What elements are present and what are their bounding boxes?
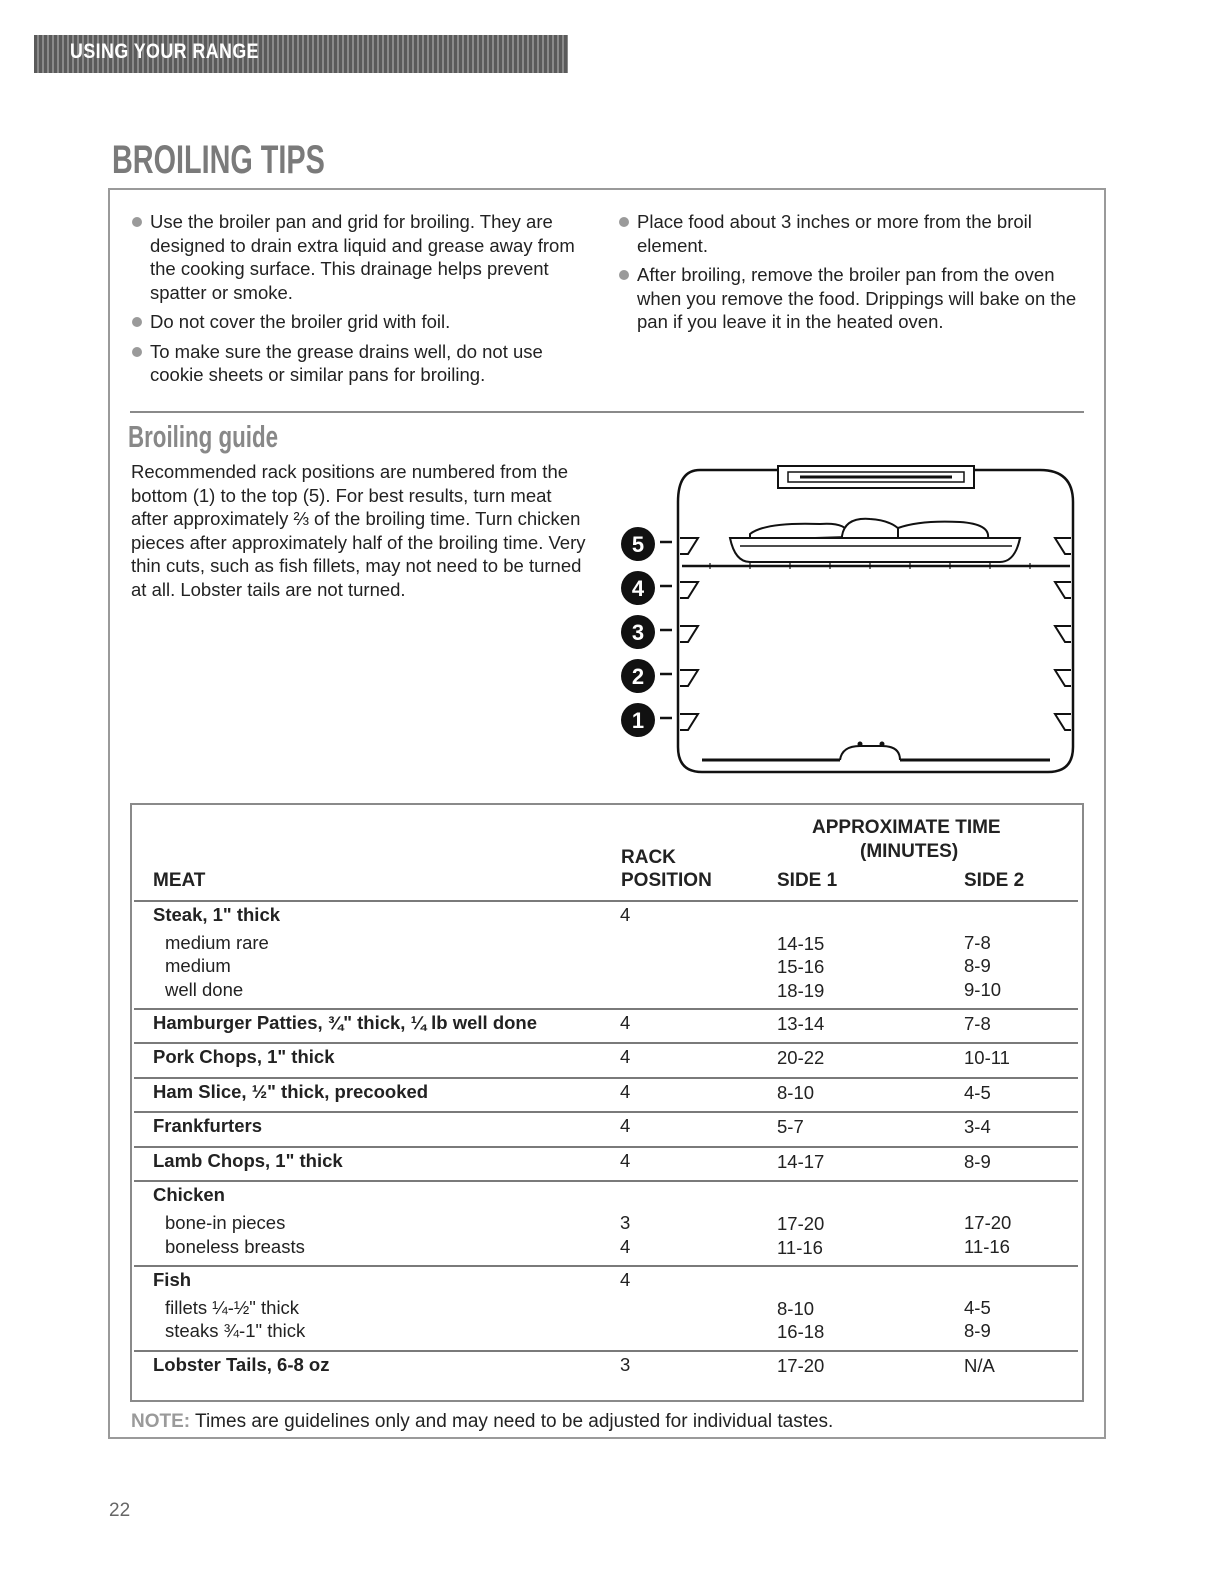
side1-time: 5-7 <box>777 1116 804 1138</box>
table-row-divider <box>134 1146 1078 1148</box>
rack-position: 4 <box>620 1080 631 1102</box>
side1-header: SIDE 1 <box>777 870 838 891</box>
rack-number-5: 5 <box>631 532 645 557</box>
side1-time: 20-22 <box>777 1047 825 1069</box>
bullet-icon <box>132 217 142 227</box>
rack-position: 4 <box>620 1269 631 1290</box>
tip-text: After broiling, remove the broiler pan from the oven when you remove the food. Drippings will bake on the pan if you leave it in the heated oven. <box>637 264 1077 332</box>
side1-time: 11-16 <box>777 1236 823 1258</box>
table-row-divider <box>134 1265 1078 1267</box>
page-title: BROILING TIPS <box>112 138 325 182</box>
rack-number-3: 3 <box>631 620 645 645</box>
side2-time: 9-10 <box>964 978 1002 1000</box>
side2-time: 10-11 <box>964 1047 1010 1069</box>
page-number: 22 <box>109 1500 131 1521</box>
side2-header: SIDE 2 <box>964 870 1025 891</box>
side1-time: 8-10 <box>777 1081 815 1103</box>
side2-time: 3-4 <box>964 1116 991 1138</box>
rack-position: 4 <box>620 1115 631 1137</box>
side1-time: 14-17 <box>777 1150 825 1172</box>
side2-time: 4-5 <box>964 1297 991 1318</box>
meat-subitem: bone-in pieces <box>165 1212 286 1234</box>
note-label: NOTE: <box>131 1411 191 1432</box>
side2-time: 11-16 <box>964 1235 1010 1257</box>
side1-time: 15-16 <box>777 956 825 978</box>
rack-number-4: 4 <box>631 576 645 601</box>
rack-number-1: 1 <box>631 708 645 733</box>
tip-text: Place food about 3 inches or more from the broil element. <box>637 211 1032 256</box>
meat-name: Frankfurters <box>153 1115 262 1137</box>
tip-item <box>130 210 600 304</box>
meat-name: Hamburger Patties, ¾" thick, ¼ lb well done <box>153 1011 538 1033</box>
bullet-icon <box>619 217 629 227</box>
meat-name: Fish <box>153 1269 192 1290</box>
side2-time: 17-20 <box>964 1212 1012 1234</box>
rack-position: 4 <box>620 1011 631 1033</box>
tip-text: Use the broiler pan and grid for broiling. They are designed to drain extra liquid and grease away from the cooking surface. This drainage helps prevent spatter or smoke. <box>150 211 575 303</box>
section-banner <box>34 35 568 73</box>
tip-item <box>130 340 600 387</box>
meat-subitem: medium rare <box>165 932 269 953</box>
note-text: Times are guidelines only and may need to be adjusted for individual tastes. <box>195 1411 834 1432</box>
position-header: POSITION <box>621 870 712 891</box>
meat-name: Lamb Chops, 1" thick <box>153 1149 343 1171</box>
tip-text: Do not cover the broiler grid with foil. <box>150 311 451 332</box>
oven-cavity-outline <box>678 470 1073 772</box>
side1-time: 18-19 <box>777 979 825 1001</box>
table-row-divider <box>134 1008 1078 1010</box>
meat-subitem: steaks ¾-1" thick <box>165 1320 306 1342</box>
side1-time: 16-18 <box>777 1321 825 1343</box>
table-row-divider <box>134 1042 1078 1044</box>
rack-header: RACK <box>621 847 676 868</box>
side2-time: 8-9 <box>964 955 991 977</box>
table-row-divider <box>134 1180 1078 1182</box>
side2-time: 4-5 <box>964 1081 991 1103</box>
side1-time: 17-20 <box>777 1354 825 1376</box>
oven-rack-diagram <box>590 462 1090 782</box>
note <box>131 1411 833 1433</box>
meat-subitem: fillets ¼-½" thick <box>165 1297 300 1318</box>
side2-time: 8-9 <box>964 1150 991 1172</box>
rack-position: 3 <box>620 1353 631 1375</box>
broiling-guide-heading: Broiling guide <box>128 419 279 454</box>
rack-position: 3 <box>620 1212 631 1234</box>
meat-name: Lobster Tails, 6-8 oz <box>153 1353 330 1375</box>
meat-subitem: boneless breasts <box>165 1235 305 1257</box>
table-row-divider <box>134 900 1078 902</box>
meat-header: MEAT <box>153 870 206 891</box>
rack-position: 4 <box>620 904 631 925</box>
broiler-pan <box>730 538 1020 562</box>
bullet-icon <box>132 317 142 327</box>
rack-position: 4 <box>620 1149 631 1171</box>
side1-time: 8-10 <box>777 1298 815 1319</box>
tips-left-column <box>130 210 600 393</box>
tip-text: To make sure the grease drains well, do not use cookie sheets or similar pans for broiling. <box>150 340 543 385</box>
side2-time: N/A <box>964 1354 995 1376</box>
table-row-divider <box>134 1077 1078 1079</box>
meat-name: Steak, 1" thick <box>153 904 281 925</box>
food-on-pan <box>750 519 988 540</box>
meat-name: Ham Slice, ½" thick, precooked <box>153 1080 429 1102</box>
side2-time: 8-9 <box>964 1320 991 1342</box>
bake-element <box>702 742 1050 761</box>
section-divider <box>130 411 1084 413</box>
tips-right-column <box>617 210 1087 340</box>
meat-name: Pork Chops, 1" thick <box>153 1046 335 1068</box>
rack-position: 4 <box>620 1046 631 1068</box>
approx-time-header: APPROXIMATE TIME <box>812 817 1001 838</box>
meat-subitem: well done <box>165 978 244 1000</box>
rack-number-badges <box>621 527 655 737</box>
bullet-icon <box>132 347 142 357</box>
broiling-guide-text: Recommended rack positions are numbered from the bottom (1) to the top (5). For best results, turn meat after approximately ⅔ of the broiling time. Turn chicken pieces after approximately half of the broiling time. Very thin cuts, such as fish fillets, may not need to be turned at all. Lobster tails are not turned. <box>131 461 586 600</box>
side2-time: 7-8 <box>964 932 991 953</box>
rack-number-2: 2 <box>631 664 645 689</box>
side1-time: 14-15 <box>777 933 825 954</box>
meat-name: Chicken <box>153 1184 225 1206</box>
rack-position: 4 <box>620 1235 631 1257</box>
tip-item <box>617 210 1087 257</box>
table-row-divider <box>134 1350 1078 1352</box>
bullet-icon <box>619 270 629 280</box>
side1-time: 17-20 <box>777 1213 825 1235</box>
section-label: USING YOUR RANGE <box>70 40 259 63</box>
tip-item <box>130 310 600 334</box>
side1-time: 13-14 <box>777 1012 825 1034</box>
meat-subitem: medium <box>165 955 231 977</box>
minutes-header: (MINUTES) <box>860 841 959 862</box>
table-row-divider <box>134 1111 1078 1113</box>
tip-item <box>617 263 1087 334</box>
side2-time: 7-8 <box>964 1012 991 1034</box>
